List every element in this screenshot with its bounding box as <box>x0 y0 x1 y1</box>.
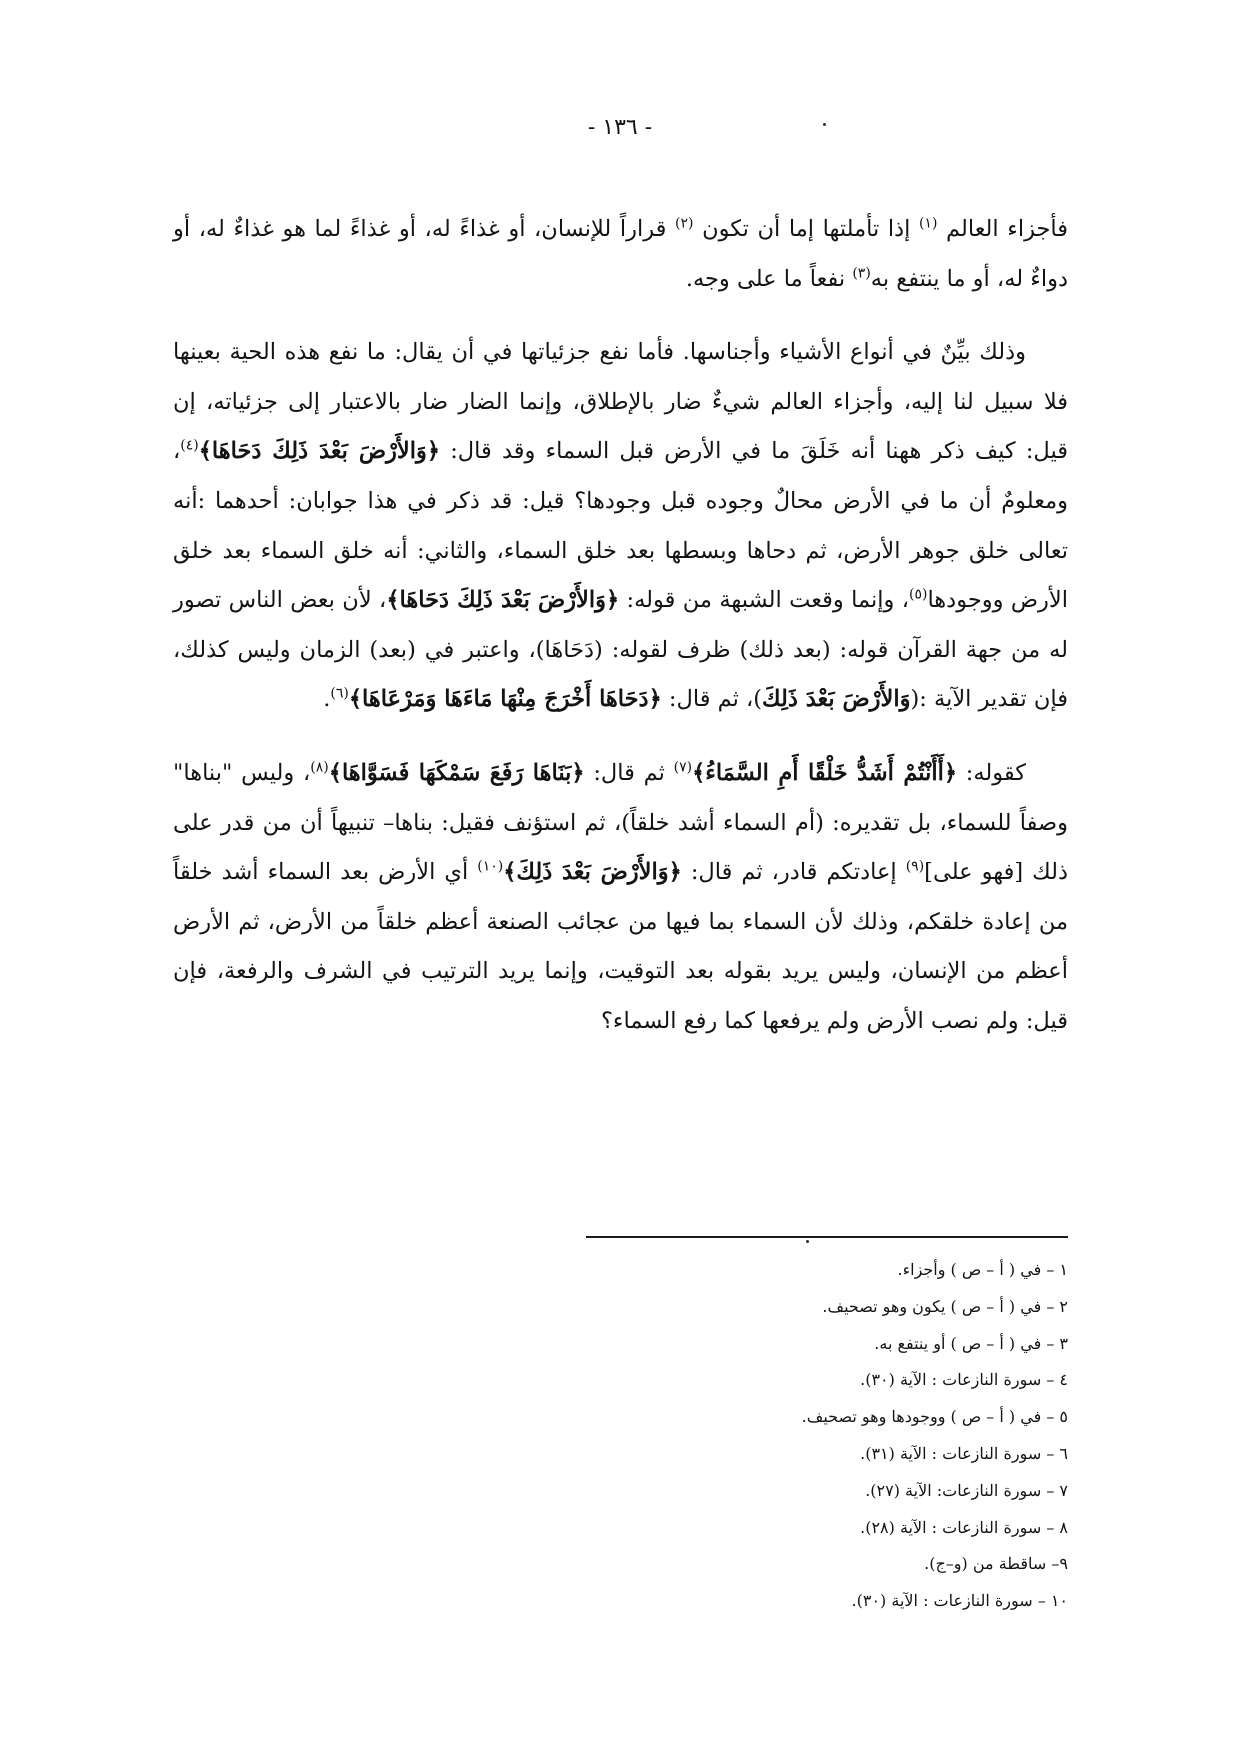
text-run: وذلك بيِّنٌ في أنواع الأشياء وأجناسها. فأما نفع جزئياتها في أن يقال: ما نفع هذه الحية بعينها فلا سبيل لنا إليه، وأجزاء العالم شيءٌ ضار بالإطلاق، وإنما الضار ضار بالاعتبار إلى جزئياته، إن قيل: كيف ذكر ههنا أنه خَلَقَ ما في الأرض قبل السماء وقد قال: <box>173 339 1069 465</box>
quran-quote: ﴿وَالأَرْضَ بَعْدَ ذَلِكَ دَحَاهَا﴾ <box>198 438 441 465</box>
paragraph <box>173 328 1068 725</box>
text-run: قراراً للإنسان، أو غذاءً له، أو غذاءً لما هو غذاءٌ له، أو دواءٌ له، أو ما ينتفع به <box>173 216 1068 292</box>
text-run: )، ثم قال: <box>661 686 763 713</box>
footnote-ref: (٤) <box>180 437 199 454</box>
footnote-ref: (٩) <box>905 858 925 875</box>
text-run: ، لأن بعض الناس تصور له من جهة القرآن قوله: (بعد ذلك) ظرف لقوله: (دَحَاهَا)، واعتبر في (بعد) الزمان وليس كذلك، فإن تقدير الآية :( <box>173 587 1068 713</box>
text-run: نفعاً ما على وجه. <box>685 265 853 292</box>
text-run: ، وليس "بناها" وصفاً للسماء، بل تقديره: (أم السماء أشد خلقاً)، ثم استؤنف فقيل: بناها– تنبيهاً أن من قدر على ذلك [فهو على] <box>173 759 1068 886</box>
text-run: . <box>323 686 331 713</box>
quran-quote: ﴿أَأَنْتُمْ أَشَدُّ خَلْقًا أَمِ السَّمَاءُ﴾ <box>692 759 958 786</box>
footnote: ٥ – في ( أ – ص ) ووجودها وهو تصحيف. <box>801 1407 1068 1427</box>
footnote-ref: (١) <box>918 215 938 232</box>
footnote: ١ – في ( أ – ص ) وأجزاء. <box>897 1260 1068 1279</box>
footnote: ٢ – في ( أ – ص ) يكون وهو تصحيف. <box>822 1296 1068 1316</box>
footnote-ref: (٧) <box>673 759 693 776</box>
footnote: ٣ – في ( أ – ص ) أو ينتفع به. <box>874 1333 1068 1353</box>
page-number: - ١٣٦ - <box>587 115 653 140</box>
body-text <box>173 205 1068 1047</box>
footnote-separator <box>586 1236 1068 1238</box>
text-run: ، ومعلومٌ أن ما في الأرض محالٌ وجوده قبل وجودها؟ قيل: قد ذكر في هذا جوابان: أحدهما :أنه تعالى خلق جوهر الأرض، ثم دحاها وبسطها بعد خلق السماء، والثاني: أنه خلق السماء بعد خلق الأرض ووجودها <box>173 438 1068 614</box>
footnote-ref: (١٠) <box>477 858 504 875</box>
text-run: فأجزاء العالم <box>937 216 1069 242</box>
quran-quote: ﴿وَالأَرْضَ بَعْدَ ذَلِكَ﴾ <box>503 859 682 886</box>
text-run: ثم قال: <box>584 759 674 786</box>
footnote-ref: (٥) <box>908 586 928 603</box>
footnote: ١٠ – سورة النازعات : الآية (٣٠). <box>851 1591 1068 1611</box>
footnote-ref: (٦) <box>330 685 349 702</box>
text-run: أي الأرض بعد السماء أشد خلقاً من إعادة خلقكم، وذلك لأن السماء بما فيها من عجائب الصنعة أعظم خلقاً من الأرض، ثم الأرض أعظم من الإنسان، وليس يريد بقوله بعد التوقيت، وإنما يريد الترتيب في الشرف والرفعة، فإن قيل: ولم نصب الأرض ولم يرفعها كما رفع السماء؟ <box>173 859 1068 1034</box>
text-run: إعادتكم قادر، ثم قال: <box>681 859 906 886</box>
footnote: ٩– ساقطة من (و–ج). <box>924 1554 1068 1574</box>
text-run: ، وإنما وقعت الشبهة من قوله: <box>619 587 909 614</box>
text-run: كقوله: <box>957 759 1026 786</box>
footnote: ٧ – سورة النازعات: الآية (٢٧). <box>865 1480 1068 1500</box>
text-run: إذا تأملتها إما أن تكون <box>693 216 919 242</box>
footnotes-list <box>548 1252 1068 1620</box>
quran-quote: ﴿بَنَاهَا رَفَعَ سَمْكَهَا فَسَوَّاهَا﴾ <box>328 759 585 786</box>
quran-quote: وَالأَرْضَ بَعْدَ ذَلِكَ <box>762 686 911 713</box>
footnote-ref: (٣) <box>852 265 871 282</box>
footnote-ref: (٨) <box>310 759 329 776</box>
footnote-ref: (٢) <box>675 215 694 232</box>
quran-quote: ﴿وَالأَرْضَ بَعْدَ ذَلِكَ دَحَاهَا﴾ <box>386 587 620 614</box>
footnote: ٦ – سورة النازعات : الآية (٣١). <box>860 1443 1068 1463</box>
footnote: ٨ – سورة النازعات : الآية (٢٨). <box>860 1517 1068 1537</box>
scan-speck <box>806 1240 809 1243</box>
quran-quote: ﴿دَحَاهَا أَخْرَجَ مِنْهَا مَاءَهَا وَمَرْعَاهَا﴾ <box>348 686 662 713</box>
footnote: ٤ – سورة النازعات : الآية (٣٠). <box>860 1370 1068 1390</box>
paragraph <box>173 205 1068 304</box>
paragraph <box>173 749 1068 1047</box>
